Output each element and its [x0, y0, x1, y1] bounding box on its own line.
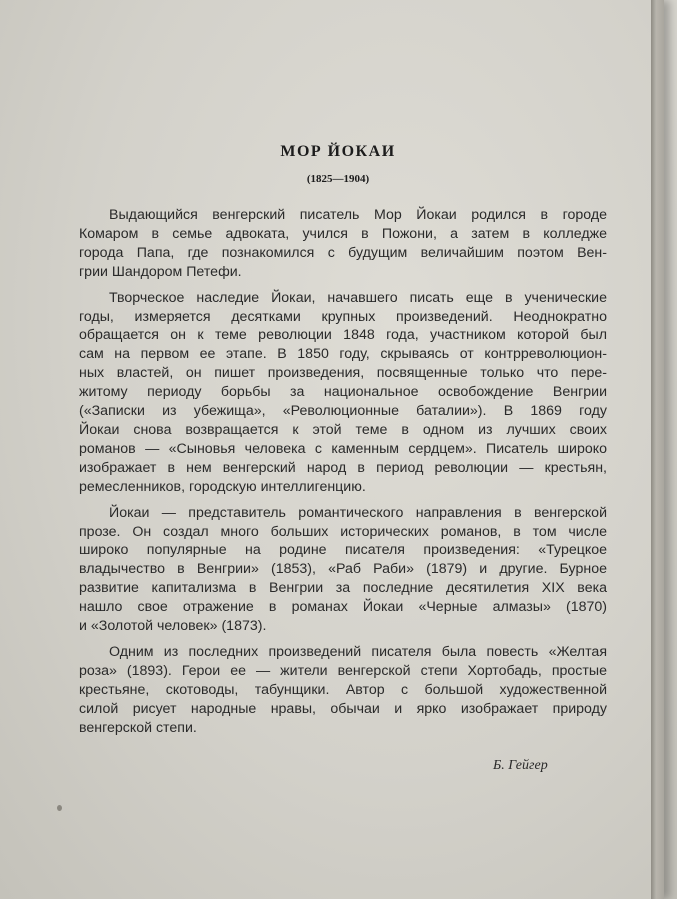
text-line: Одним из последних произведений писателя была повесть «Желтая [109, 643, 607, 660]
text-line: сам на первом ее этапе. В 1850 году, скрываясь от контрреволюцион- [79, 346, 607, 363]
text-line: прозе. Он создал много больших исторических романов, в том числе [79, 523, 607, 540]
text-line: венгерской степи. [79, 719, 197, 736]
paragraph [79, 504, 607, 636]
page-edge [651, 0, 664, 899]
text-line: Йокаи — представитель романтического направления в венгерской [109, 504, 607, 521]
text-line: годы, измеряется десятками крупных произведений. Неоднократно [79, 308, 607, 325]
text-line: крестьяне, скотоводы, табунщики. Автор с большой художественной [79, 681, 607, 698]
article-body [79, 206, 607, 744]
text-line: силой рисует народные нравы, обычаи и ярко изображает природу [79, 700, 607, 717]
life-years: (1825—1904) [306, 173, 370, 185]
text-line: Комаром в семье адвоката, учился в Пожони, а затем в колледже [79, 225, 607, 242]
page-title: МОР ЙОКАИ [280, 143, 396, 160]
text-line: Выдающийся венгерский писатель Мор Йокаи родился в городе [109, 207, 607, 223]
text-line: грии Шандором Петефи. [79, 263, 242, 280]
paper-speck [57, 805, 62, 811]
text-line: Творческое наследие Йокаи, начавшего писать еще в ученические [109, 289, 607, 306]
paragraph [79, 206, 607, 282]
author-signature: Б. Гейгер [493, 758, 548, 773]
text-line: роза» (1893). Герои ее — жители венгерской степи Хортобадь, простые [79, 662, 607, 679]
text-line: развитие капитализма в Венгрии за последние десятилетия XIX века [79, 580, 607, 597]
text-line: романов — «Сыновья человека с каменным сердцем». Писатель широко [79, 440, 607, 457]
text-line: города Папа, где познакомился с будущим величайшим поэтом Вен- [79, 244, 607, 261]
text-line: владычество в Венгрии» (1853), «Раб Раби» (1879) и другие. Бурное [79, 561, 607, 578]
text-line: и «Золотой человек» (1873). [79, 618, 267, 635]
paragraph [79, 289, 607, 497]
text-line: широко популярные на родине писателя произведения: «Турецкое [79, 542, 607, 559]
text-line: изображает в нем венгерский народ в период революции — крестьян, [79, 459, 607, 476]
text-line: нашло свое отражение в романах Йокаи «Черные алмазы» (1870) [79, 599, 607, 616]
text-line: ных властей, он пишет произведения, посвященные только что пере- [79, 365, 607, 382]
paragraph [79, 643, 607, 738]
text-line: ремесленников, городскую интеллигенцию. [79, 478, 366, 495]
text-line: Йокаи снова возвращается к этой теме в одном из лучших своих [79, 421, 607, 438]
text-line: обращается он к теме революции 1848 года, участником которой был [79, 327, 607, 344]
text-line: житому периоду борьбы за национальное освобождение Венгрии [79, 384, 607, 401]
text-line: («Записки из убежища», «Революционные баталии»). В 1869 году [79, 403, 607, 420]
